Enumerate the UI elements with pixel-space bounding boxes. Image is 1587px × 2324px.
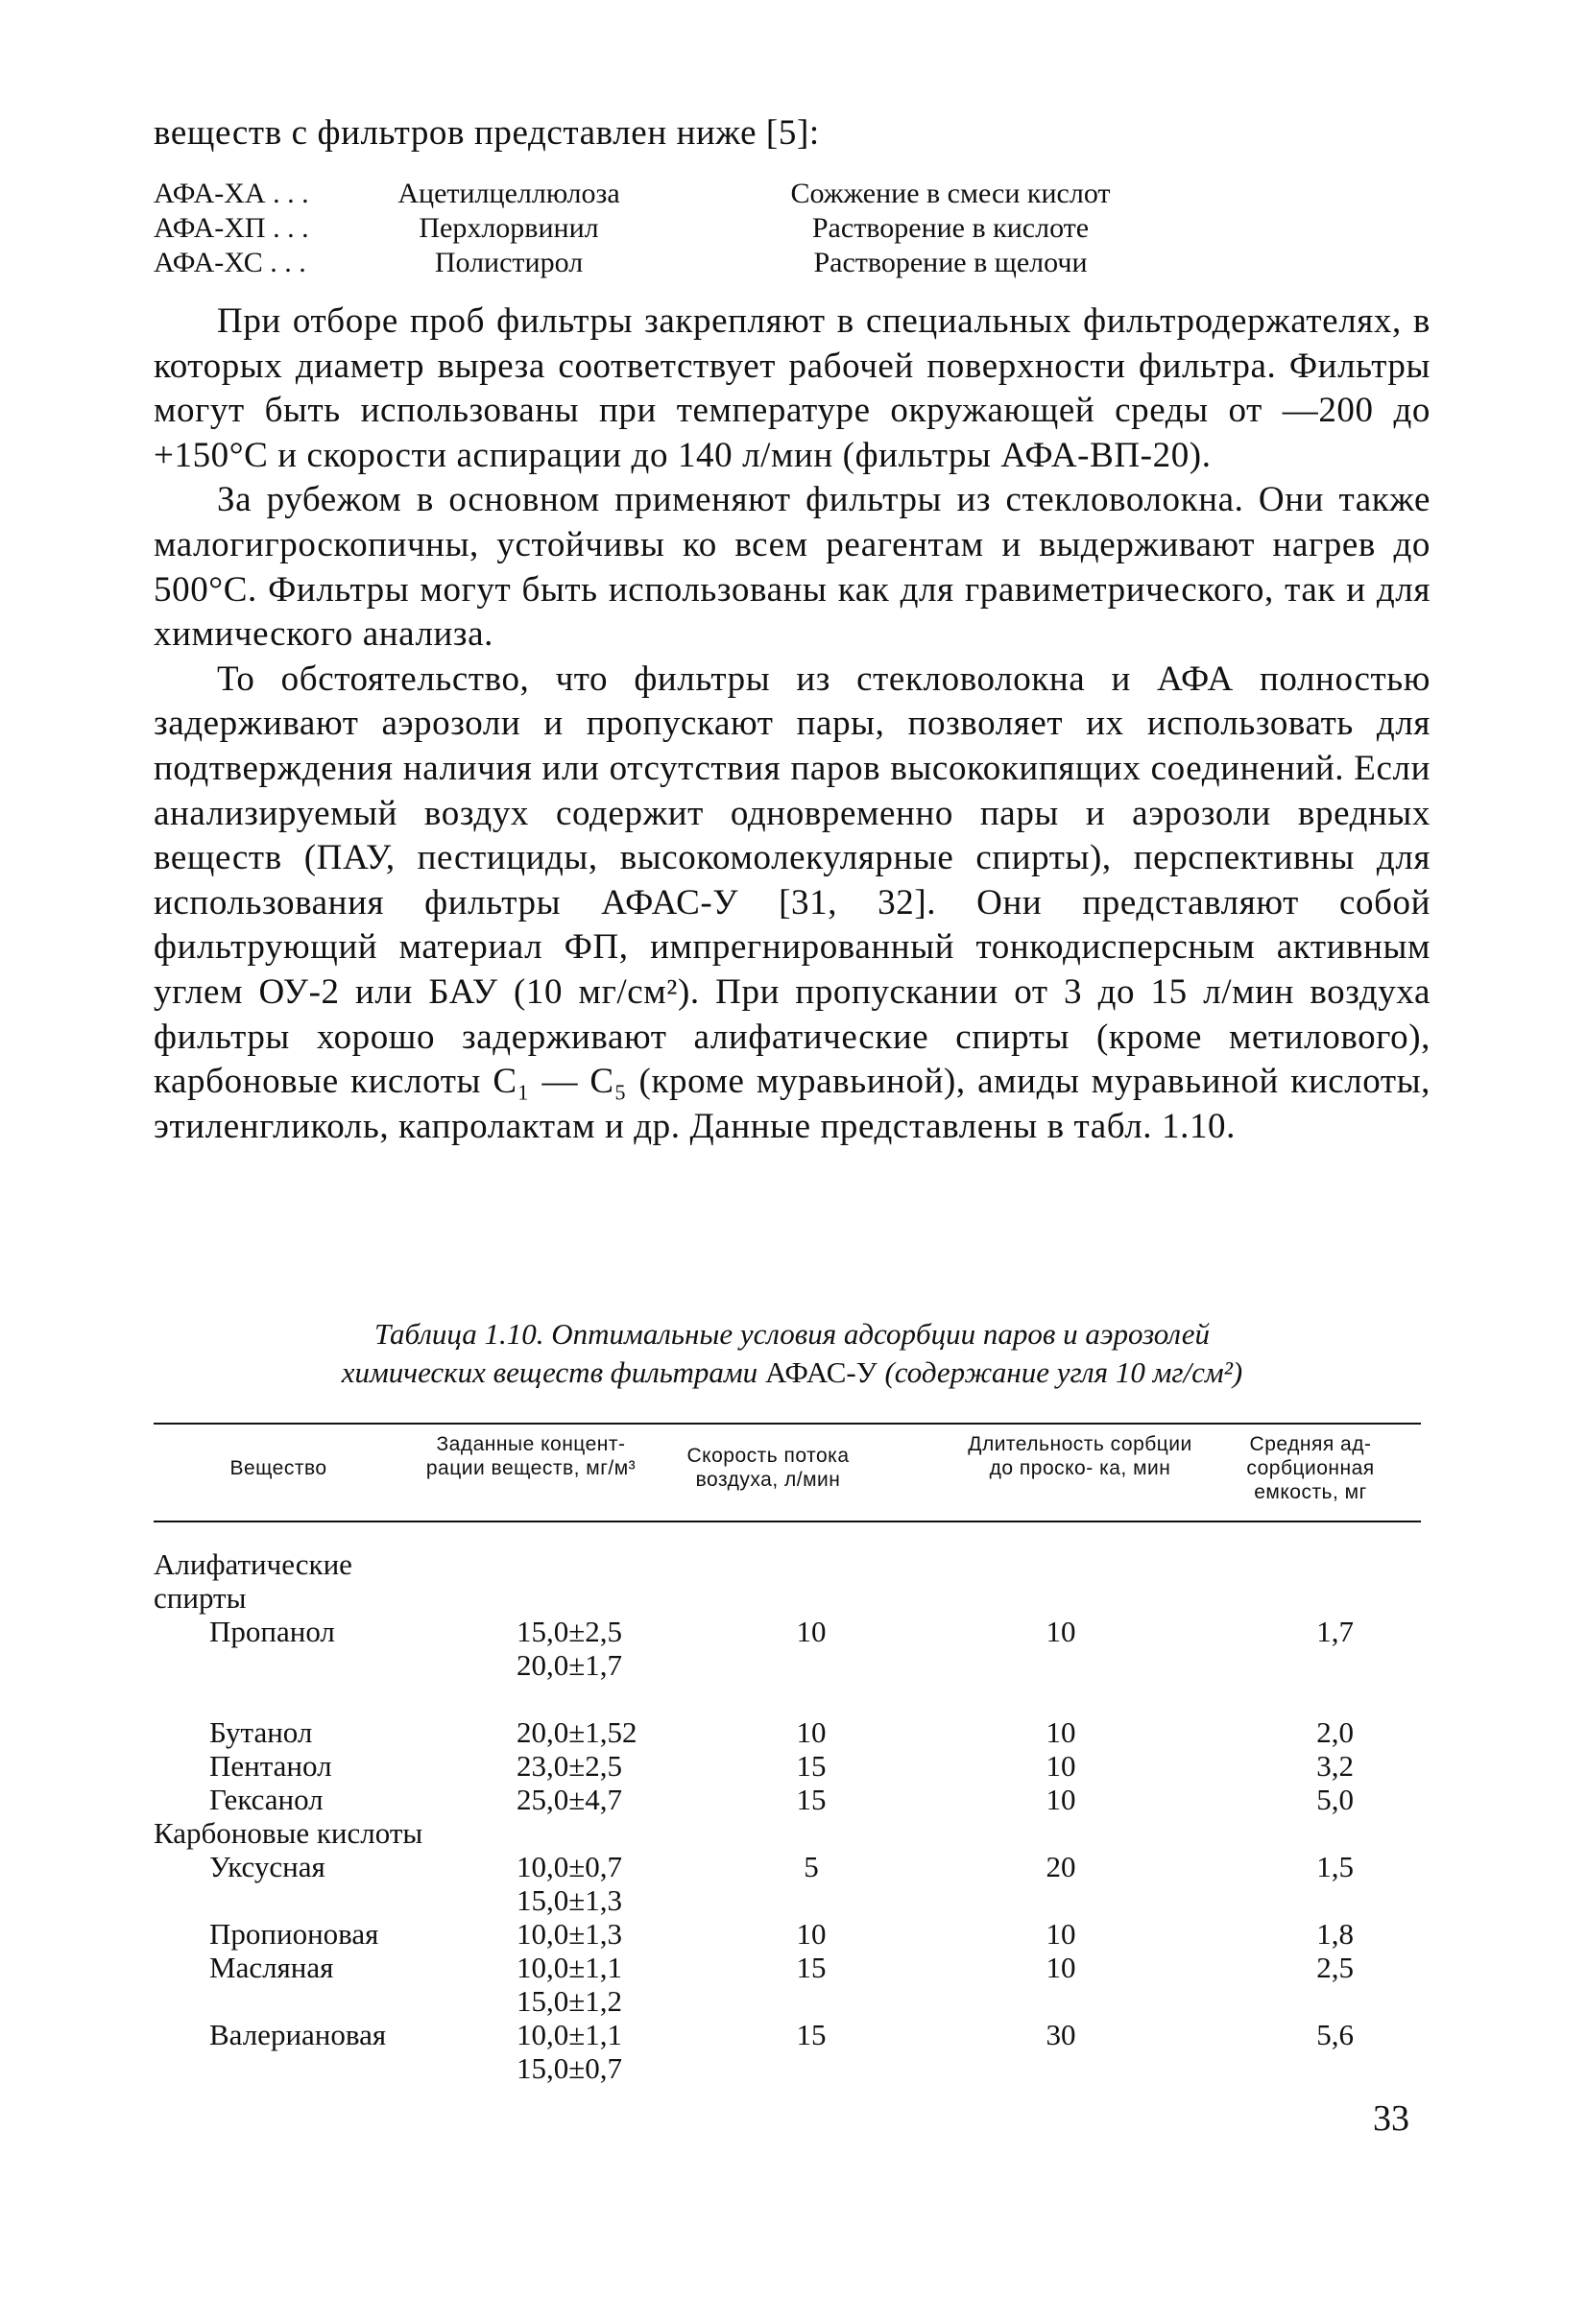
filter-removal-method: Растворение в щелочи [813,247,1088,278]
capacity-cell: 2,5 [1316,1951,1354,1984]
substance-name: Бутанол [209,1715,313,1749]
speed-cell: 15 [796,1749,827,1783]
capacity-cell: 1,8 [1316,1917,1354,1951]
paragraph: За рубежом в основном применяют фильтры из стекловолокна. Они также малогигроскопичны, устойчивы ко всем реагентам и выдерживают нагрев до 500°С. Фильтры могут быть использованы как для гравиметрического, так и для химического анализа. [154,480,1431,655]
concentration-value: 15,0±1,2 [517,1984,623,2018]
concentration-value: 15,0±2,5 [517,1615,623,1648]
concentration-value: 20,0±1,52 [517,1715,637,1749]
page-number: 33 [1373,2098,1409,2139]
capacity-cell: 3,2 [1316,1749,1354,1783]
speed-cell: 15 [796,2018,827,2051]
filter-type-row [154,177,1210,211]
speed-cell: 15 [796,1951,827,1984]
filter-code: АФА-ХА . . . [154,178,309,209]
concentration-value: 10,0±1,3 [517,1917,623,1951]
concentration-cell [517,1615,709,1682]
substance-group: Карбоновые кислоты [154,1816,423,1850]
caption-line-2 [154,1354,1431,1392]
duration-cell: 30 [1046,2018,1076,2051]
table-group-row [154,1816,1421,1850]
table-row [154,1850,1421,1917]
paragraph: При отборе проб фильтры закрепляют в специальных фильтродержателях, в которых диаметр выреза соответствует рабочей поверхности фильтра. Фильтры могут быть использованы при температуре окружающей среды от —200 до +150°С и скорости аспирации до 140 л/мин (фильтры АФА-ВП-20). [154,301,1431,475]
table-row [154,1917,1421,1951]
filter-material: Ацетилцеллюлоза [397,178,620,209]
concentration-value: 10,0±1,1 [517,2018,623,2051]
capacity-cell: 5,0 [1316,1783,1354,1816]
speed-cell: 10 [796,1715,827,1749]
concentration-cell [517,1850,709,1917]
capacity-cell: 1,7 [1316,1615,1354,1648]
substance-name: Пропионовая [209,1917,379,1951]
duration-cell: 10 [1046,1951,1076,1984]
filter-removal-method: Растворение в кислоте [811,212,1090,244]
intro-line: веществ с фильтров представлен ниже [5]: [154,113,820,153]
duration-cell: 10 [1046,1615,1076,1648]
concentration-value: 10,0±0,7 [517,1850,623,1883]
duration-cell: 10 [1046,1715,1076,1749]
filter-code: АФА-ХС . . . [154,247,306,278]
concentration-cell [517,1783,709,1816]
concentration-cell [517,1749,709,1783]
table-top-rule [154,1423,1421,1425]
duration-cell: 10 [1046,1783,1076,1816]
table-body [154,1536,1421,2085]
table-row [154,1783,1421,1816]
concentration-value: 10,0±1,1 [517,1951,623,1984]
filter-code: АФА-ХП . . . [154,212,309,244]
substance-name: Валериановая [209,2018,387,2051]
concentration-value: 15,0±0,7 [517,2051,623,2085]
capacity-cell: 2,0 [1316,1715,1354,1749]
concentration-cell [517,1951,709,2018]
filter-removal-method: Сожжение в смеси кислот [790,178,1111,209]
filter-type-row [154,211,1210,246]
filter-material: Полистирол [434,247,584,278]
table-group-row [154,1547,1421,1615]
speed-cell: 5 [804,1850,819,1883]
substance-name: Пропанол [209,1615,335,1648]
capacity-cell: 1,5 [1316,1850,1354,1883]
table-row [154,1615,1421,1715]
substance-name: Пентанол [209,1749,332,1783]
speed-cell: 10 [796,1917,827,1951]
duration-cell: 20 [1046,1850,1076,1883]
concentration-cell [517,1917,709,1951]
table-row [154,2018,1421,2085]
paragraph: То обстоятельство, что фильтры из стекловолокна и АФА полностью задерживают аэрозоли и пропускают пары, позволяет их использовать для подтверждения наличия или отсутствия паров высококипящих соединений. Если анализируемый воздух содержит одновременно пары и аэрозоли вредных веществ (ПАУ, пестициды, высокомолекулярные спирты), перспективны для использования фильтры АФАС-У [31, 32]. Они представляют собой фильтрующий материал ФП, импрегнированный тонкодисперсным активным углем ОУ-2 или БАУ (10 мг/см²). При пропускании от 3 до 15 л/мин воздуха фильтры хорошо задерживают алифатические спирты (кроме метилового), карбоновые кислоты C₁ — C₅ (кроме муравьиной), амиды муравьиной кислоты, этиленгликоль, капролактам и др. Данные представлены в табл. 1.10. [154,659,1431,1146]
table-row [154,1749,1421,1783]
concentration-cell [517,1715,709,1749]
substance-name: Уксусная [209,1850,325,1883]
header-substance: Вещество [229,1457,327,1479]
header-capacity: Средняя ад- сорбционная емкость, мг [1246,1433,1375,1503]
substance-name: Масляная [209,1951,334,1984]
speed-cell: 10 [796,1615,827,1648]
concentration-value: 20,0±1,7 [517,1648,623,1682]
filter-material: Перхлорвинил [419,212,599,244]
table-header-rule [154,1521,1421,1522]
filter-type-row [154,246,1210,280]
concentration-value: 25,0±4,7 [517,1783,623,1816]
duration-cell: 10 [1046,1749,1076,1783]
concentration-value: 23,0±2,5 [517,1749,623,1783]
concentration-value: 15,0±1,3 [517,1883,623,1917]
table-row [154,1715,1421,1749]
header-concentration: Заданные концент- рации веществ, мг/м³ [425,1433,637,1479]
table-row [154,1951,1421,2018]
caption-line-1: Таблица 1.10. Оптимальные условия адсорбции паров и аэрозолей [373,1317,1211,1351]
body-text [154,299,1431,1149]
substance-name: Гексанол [209,1783,324,1816]
substance-group: Алифатические спирты [154,1547,352,1615]
concentration-cell [517,2018,709,2085]
header-speed: Скорость потока воздуха, л/мин [686,1445,850,1491]
duration-cell: 10 [1046,1917,1076,1951]
capacity-cell: 5,6 [1316,2018,1354,2051]
caption-text: химических веществ фильтрами [341,1355,765,1389]
speed-cell: 15 [796,1783,827,1816]
caption-filter-name: АФАС-У [764,1355,878,1389]
table-caption [154,1315,1431,1392]
filter-types-list [154,177,1210,280]
header-duration: Длительность сорбции до проско- ка, мин [968,1433,1192,1479]
caption-note: (содержание угля 10 мг/см²) [877,1355,1243,1389]
